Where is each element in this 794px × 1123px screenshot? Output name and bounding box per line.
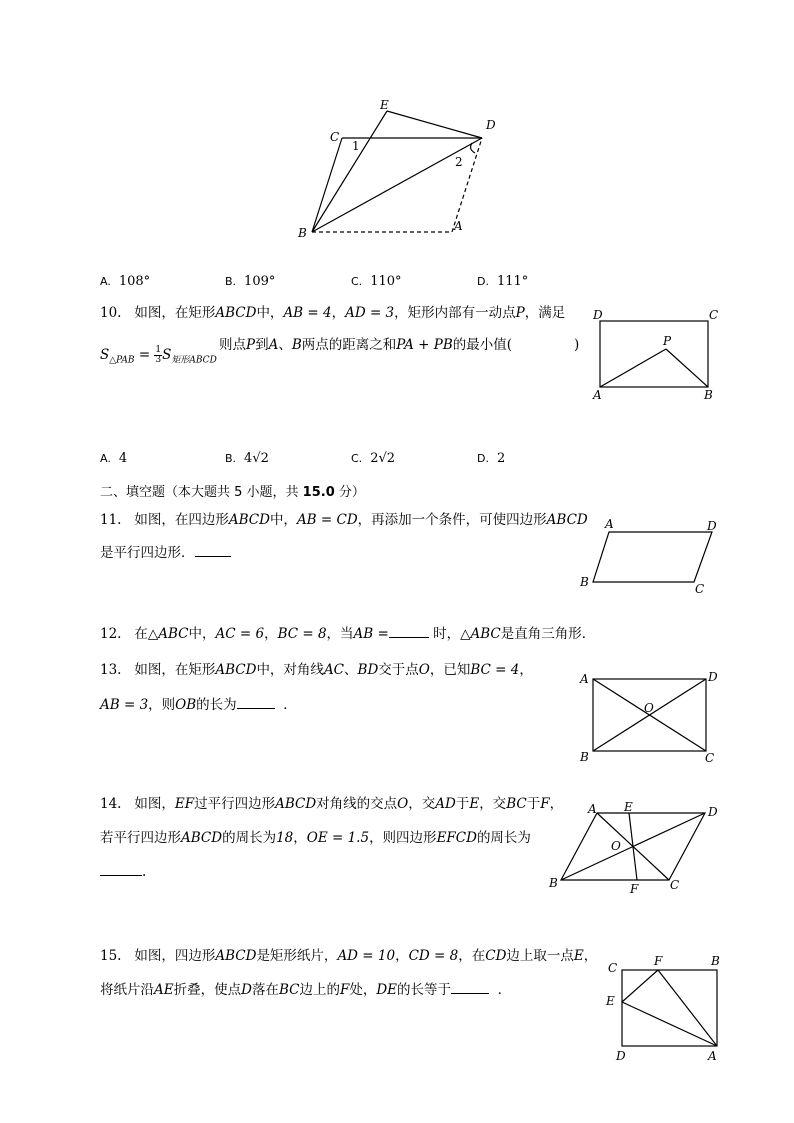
q14-ef-text: EF	[174, 796, 195, 812]
q13-label-o: O	[644, 701, 654, 715]
q10-line1	[100, 305, 565, 321]
q14-line3	[100, 864, 146, 880]
q13-label-d: D	[708, 670, 718, 684]
q14-label-a: A	[588, 802, 597, 816]
q14-efcd-text: EFCD	[436, 830, 477, 846]
q15-e-text: ，	[583, 948, 598, 964]
q11-quad-text: ABCD	[228, 512, 270, 528]
q12-e-text: 是直角三角形．	[500, 626, 596, 642]
q12-sep-text: ，	[264, 626, 278, 642]
q10-eq2-text: AD = 3	[345, 305, 395, 321]
q13-b-text: 中，对角线	[256, 662, 324, 678]
q15-eq2-text: CD = 8	[408, 948, 459, 964]
q13-ob-text: OB	[175, 697, 197, 713]
q14-line1	[100, 796, 563, 812]
q12-tri-text: △ABC	[147, 626, 189, 642]
q14-a-text: 如图，	[134, 796, 175, 812]
q10-options-1-label-text: B.	[225, 452, 237, 465]
q11-label-c: C	[695, 582, 705, 596]
q10-rect-text: ABCD	[215, 305, 257, 321]
q14-label-d: D	[708, 805, 718, 819]
q9-label-a: A	[454, 219, 463, 233]
q11-label-a: A	[605, 517, 614, 531]
q15-a-text: 如图，四边形	[134, 948, 216, 964]
q9-options-3-value-text: 111°	[496, 274, 529, 289]
q14-ad-text: AD	[435, 796, 456, 812]
q10-s-right-text: S	[162, 347, 172, 363]
q15-label-c: C	[608, 961, 618, 975]
q9-options-1-value-text: 109°	[244, 274, 276, 289]
q14-number-text: 14.	[100, 796, 122, 812]
q11-line2	[100, 545, 231, 561]
q10-eq1-text: AB = 4	[283, 305, 332, 321]
q9-option-c[interactable]	[351, 274, 402, 290]
q13-eq2-text: AB = 3	[100, 697, 149, 713]
q12-line	[100, 626, 595, 642]
q13-rect-text: ABCD	[215, 662, 257, 678]
q10-label-b: B	[704, 388, 713, 402]
q10-frac-num-text: 1	[155, 345, 162, 355]
q10-option-c[interactable]	[351, 451, 395, 467]
q9-angle-arc	[471, 143, 475, 153]
q10-line1-d-text: ，满足	[524, 305, 566, 321]
q12-number-text: 12.	[100, 626, 122, 642]
q14-f-text: ，交	[479, 796, 507, 812]
q11-figure	[575, 512, 725, 597]
q15-label-b: B	[711, 954, 720, 968]
q10-line2-a-text: 则点	[219, 337, 246, 353]
q14-pf-text: F	[540, 796, 550, 812]
q9-figure	[290, 95, 510, 245]
q13-label-b: B	[580, 750, 589, 764]
q15-cd-text: CD	[485, 948, 507, 964]
q15-bc-text: BC	[278, 982, 300, 998]
q10-line-ap	[600, 349, 666, 387]
q10-options-2-label-text: C.	[351, 452, 363, 465]
q11-answer-blank[interactable]	[195, 556, 231, 557]
q15-l2c-text: 落在	[251, 982, 279, 998]
q14-e-text: 于	[455, 796, 470, 812]
q10-frac-den-text: 3	[155, 355, 162, 365]
q10-option-b[interactable]	[225, 451, 269, 467]
q12-d-text: 时，	[433, 626, 461, 642]
q15-line-ea	[622, 1002, 717, 1046]
q15-l2e-text: 处，	[349, 982, 377, 998]
q12-c-text: ，当	[326, 626, 354, 642]
q11-label-b: B	[580, 575, 589, 589]
q9-label-d: D	[486, 118, 496, 132]
q15-line-fa	[658, 970, 717, 1046]
q9-label-b: B	[298, 226, 307, 240]
q14-label-f: F	[630, 882, 639, 896]
q13-ac-text: AC	[323, 662, 345, 678]
q13-a-text: 如图，在矩形	[134, 662, 216, 678]
q13-e-text: ，已知	[429, 662, 471, 678]
q12-a-text: 在	[134, 626, 148, 642]
q15-label-e: E	[606, 994, 615, 1008]
q14-c-text: 对角线的交点	[316, 796, 398, 812]
q9-label-angle2: 2	[455, 155, 463, 169]
q13-line2	[100, 697, 297, 713]
q9-options-1-label-text: B.	[225, 275, 237, 288]
q9-options-3-label-text: D.	[477, 275, 489, 288]
q9-options-0-value-text: 108°	[118, 274, 151, 289]
q11-a-text: 如图，在四边形	[134, 512, 229, 528]
q13-c-text: 、	[344, 662, 358, 678]
q10-options-2-value-text: 2√2	[370, 451, 396, 466]
q14-label-o: O	[611, 839, 621, 853]
q12-tri2-text: △ABC	[460, 626, 501, 642]
q14-answer-blank[interactable]	[100, 875, 142, 876]
q15-number-text: 15.	[100, 948, 122, 964]
q12-eq2-text: BC = 8	[277, 626, 327, 642]
q15-label-a: A	[708, 1049, 717, 1063]
q15-b-text: 是矩形纸片，	[256, 948, 338, 964]
q14-l2b-text: 的周长为	[222, 830, 277, 846]
q14-pe-text: E	[469, 796, 480, 812]
section-title	[100, 481, 365, 500]
q12-eq1-text: AC = 6	[215, 626, 265, 642]
q10-label-a: A	[593, 388, 602, 402]
q15-l2d-text: 边上的	[299, 982, 340, 998]
q15-eq1-text: AD = 10	[337, 948, 396, 964]
q15-l2f-text: 的长等于	[397, 982, 452, 998]
q14-figure	[545, 800, 725, 900]
q15-d-text: 边上取一点	[506, 948, 574, 964]
q15-figure	[600, 950, 730, 1068]
q15-quad-text: ABCD	[215, 948, 257, 964]
q12-eq3-text: AB =	[353, 626, 389, 642]
q14-l2d-text: ，则四边形	[369, 830, 437, 846]
q13-figure	[575, 665, 725, 770]
q13-o-text: O	[418, 662, 430, 678]
q10-option-a[interactable]	[100, 451, 127, 467]
q10-line1-b-text: 中，	[256, 305, 284, 321]
q10-line2-d-text: 两点的距离之和	[301, 337, 397, 353]
q13-eq1-text: BC = 4	[470, 662, 520, 678]
q14-label-e: E	[624, 800, 633, 814]
q15-de-text: DE	[376, 982, 398, 998]
q9-option-d[interactable]	[477, 274, 528, 290]
q15-line2	[100, 982, 511, 998]
q11-number-text: 11.	[100, 512, 122, 528]
q10-line2b	[219, 337, 579, 353]
q10-option-d[interactable]	[477, 451, 505, 467]
q10-s-right-sub-text: 矩形ABCD	[171, 355, 217, 366]
q10-options-1-value-text: 4√2	[244, 451, 269, 466]
q15-ae-text: AE	[154, 982, 174, 998]
q14-d-text: ，交	[408, 796, 436, 812]
q10-s-left-text: S	[100, 347, 110, 363]
q14-l3-text: .	[142, 864, 147, 880]
q11-line2-text: 是平行四边形．	[100, 545, 195, 561]
q10-options-3-value-text: 2	[496, 451, 506, 466]
q10-sep-text: ，	[331, 305, 346, 321]
q9-label-angle1: 1	[352, 139, 360, 153]
q11-b-text: 中，	[269, 512, 297, 528]
q9-options-2-label-text: C.	[351, 275, 363, 288]
q14-l2a-text: 若平行四边形	[100, 830, 181, 846]
q10-fraction	[154, 346, 162, 365]
q9-option-b[interactable]	[225, 274, 275, 290]
q14-per-text: 18	[276, 830, 294, 846]
q14-o-text: O	[397, 796, 409, 812]
q14-b-text: 过平行四边形	[194, 796, 276, 812]
q10-line2-c-text: 、	[278, 337, 292, 353]
q10-options-0-label-text: A.	[100, 452, 111, 465]
q15-label-f: F	[654, 954, 663, 968]
q13-label-a: A	[580, 672, 589, 686]
q10-line-pb	[666, 349, 708, 387]
q13-line1	[100, 662, 533, 678]
q10-label-p: P	[663, 334, 672, 348]
q10-line1-c-text: ，矩形内部有一动点	[394, 305, 516, 321]
q10-line2-expr-text: PA + PB	[396, 337, 453, 353]
q14-quad2-text: ABCD	[181, 830, 223, 846]
section2-title-b-text: 分）	[334, 485, 365, 500]
q14-quad-text: ABCD	[275, 796, 317, 812]
q9-line-be	[312, 111, 387, 232]
q15-sep-text: ，	[395, 948, 409, 964]
q14-g-text: 于	[526, 796, 541, 812]
q13-i-text: ．	[283, 697, 297, 713]
q10-line2-B-text: B	[291, 337, 302, 353]
q10-s-eq-text: =	[138, 347, 151, 363]
q14-bc-text: BC	[506, 796, 527, 812]
q10-line2-p-text: P	[246, 337, 256, 353]
q14-line-ef	[629, 813, 637, 880]
q15-l2b-text: 折叠，使点	[173, 982, 242, 998]
q9-option-a[interactable]	[100, 274, 150, 290]
q13-label-c: C	[705, 751, 715, 765]
section2-title-a-text: 二、填空题（本大题共 5 小题，共	[100, 485, 303, 500]
q11-quad2-text: ABCD	[546, 512, 588, 528]
q9-label-c: C	[330, 130, 340, 144]
q11-label-d: D	[707, 519, 717, 533]
q9-options-0-label-text: A.	[100, 275, 111, 288]
q15-l2g-text: ．	[497, 982, 512, 998]
q13-answer-blank[interactable]	[237, 708, 275, 709]
q14-l2e-text: 的周长为	[476, 830, 531, 846]
q10-point-text: P	[515, 305, 525, 321]
q14-h-text: ，	[549, 796, 564, 812]
q10-line2-e-text: 的最小值(	[452, 337, 513, 353]
q13-f-text: ，	[519, 662, 533, 678]
q12-b-text: 中，	[188, 626, 216, 642]
q15-pd-text: D	[241, 982, 252, 998]
q10-label-d: D	[593, 308, 603, 322]
q12-answer-blank[interactable]	[389, 637, 429, 638]
q10-number-text: 10.	[100, 305, 122, 321]
q10-line2	[100, 346, 217, 366]
q10-line2-A-text: A	[268, 337, 279, 353]
q14-label-c: C	[670, 878, 680, 892]
q13-d-text: 交于点	[378, 662, 419, 678]
q14-l2c-text: ，	[293, 830, 307, 846]
q14-label-b: B	[549, 876, 558, 890]
q9-options-2-value-text: 110°	[370, 274, 402, 289]
q15-c-text: ，在	[458, 948, 486, 964]
q10-s-left-sub-text: △PAB	[109, 355, 135, 366]
q10-line2-b-text: 到	[255, 337, 269, 353]
section2-title-score-text: 15.0	[302, 485, 335, 500]
q10-line2-f-text: )	[574, 337, 580, 353]
q10-figure	[585, 305, 725, 405]
q15-label-d: D	[616, 1049, 626, 1063]
q10-options-3-label-text: D.	[477, 452, 489, 465]
q11-parallelogram	[593, 532, 712, 582]
q15-line-ef	[622, 970, 658, 1002]
q15-l2a-text: 将纸片沿	[100, 982, 154, 998]
q10-label-c: C	[709, 308, 719, 322]
q11-c-text: ，再添加一个条件，可使四边形	[357, 512, 547, 528]
q11-line1	[100, 512, 588, 528]
q9-line-ed	[387, 111, 482, 138]
q15-answer-blank[interactable]	[451, 993, 489, 994]
q9-label-e: E	[380, 98, 389, 112]
q13-number-text: 13.	[100, 662, 122, 678]
q15-pe-text: E	[573, 948, 584, 964]
q10-line1-a-text: 如图，在矩形	[134, 305, 216, 321]
q13-g-text: ，则	[148, 697, 176, 713]
q11-eq-text: AB = CD	[296, 512, 358, 528]
q13-h-text: 的长为	[196, 697, 237, 713]
q14-oe-text: OE = 1.5	[306, 830, 370, 846]
q15-pf-text: F	[339, 982, 350, 998]
q15-line1	[100, 948, 597, 964]
q10-options-0-value-text: 4	[118, 451, 128, 466]
q13-bd-text: BD	[357, 662, 379, 678]
q14-line2	[100, 830, 531, 846]
